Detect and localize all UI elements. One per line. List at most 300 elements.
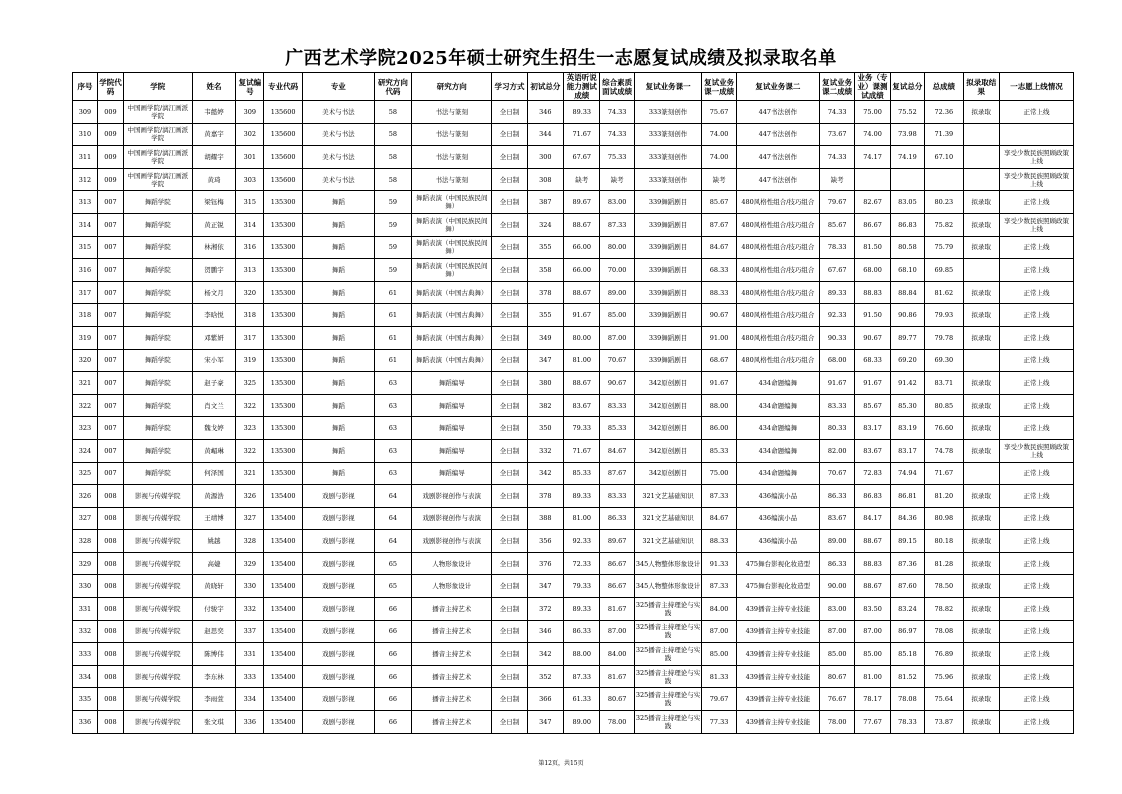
table-cell [925,168,964,191]
table-cell: 83.33 [819,394,854,417]
table-cell: 480风格性组合/技巧组合 [736,326,819,349]
table-cell: 135300 [264,439,303,462]
table-cell: 009 [97,146,123,169]
table-cell: 84.67 [702,507,736,530]
table-cell: 舞蹈 [302,394,374,417]
table-cell: 85.18 [890,643,924,666]
table-cell: 正常上线 [999,462,1073,485]
table-cell: 影视与传媒学院 [123,665,192,688]
table-row [73,394,1074,417]
table-cell: 330 [73,575,98,598]
table-cell: 68.33 [702,259,736,282]
table-cell: 61 [374,326,411,349]
table-cell: 全日制 [492,598,527,621]
table-cell: 007 [97,236,123,259]
column-header: 学院代码 [97,73,123,101]
table-cell: 91.50 [855,304,890,327]
table-cell: 91.00 [702,326,736,349]
table-cell: 333 [236,665,264,688]
table-cell: 拟录取 [963,236,999,259]
table-cell: 播音主持艺术 [412,620,492,643]
table-cell: 何泽国 [192,462,236,485]
table-cell: 336 [236,711,264,734]
table-cell: 333 [73,643,98,666]
table-row [73,439,1074,462]
table-cell: 缺考 [564,168,600,191]
table-cell: 拟录取 [963,326,999,349]
table-cell: 339舞蹈剧目 [634,213,702,236]
table-cell: 舞蹈表演（中国古典舞） [412,326,492,349]
table-cell: 91.67 [855,372,890,395]
table-cell: 拟录取 [963,191,999,214]
table-cell: 83.33 [600,485,634,508]
table-cell: 肖文兰 [192,394,236,417]
table-cell [963,168,999,191]
table-cell: 71.67 [564,123,600,146]
table-cell: 78.00 [819,711,854,734]
page-footer: 第12页，共15页 [538,760,584,767]
table-cell: 韦懿婷 [192,101,236,124]
table-cell: 135400 [264,688,303,711]
table-cell: 66 [374,711,411,734]
table-cell: 全日制 [492,643,527,666]
table-cell: 正常上线 [999,394,1073,417]
table-cell: 322 [236,439,264,462]
table-cell: 434命题编舞 [736,439,819,462]
table-cell: 317 [73,281,98,304]
table-cell: 319 [73,326,98,349]
table-cell: 拟录取 [963,417,999,440]
table-cell: 86.67 [600,552,634,575]
table-cell: 008 [97,530,123,553]
table-cell: 87.60 [890,575,924,598]
table-cell: 79.33 [564,575,600,598]
table-cell: 66 [374,688,411,711]
table-cell: 480风格性组合/技巧组合 [736,259,819,282]
column-header: 姓名 [192,73,236,101]
table-cell: 全日制 [492,665,527,688]
table-cell: 332 [236,598,264,621]
column-header: 专业 [302,73,374,101]
table-cell: 372 [527,598,563,621]
table-cell: 王靖博 [192,507,236,530]
table-cell: 135400 [264,711,303,734]
table-cell: 315 [73,236,98,259]
table-cell: 007 [97,417,123,440]
table-cell: 87.33 [702,575,736,598]
table-cell: 346 [527,101,563,124]
table-cell: 008 [97,485,123,508]
table-cell: 89.00 [600,281,634,304]
table-cell: 68.67 [702,349,736,372]
table-cell: 拟录取 [963,643,999,666]
table-cell: 黄琦 [192,168,236,191]
table-cell: 347 [527,711,563,734]
table-cell: 83.33 [600,394,634,417]
table-cell: 330 [236,575,264,598]
table-cell: 75.00 [702,462,736,485]
table-cell: 全日制 [492,711,527,734]
table-cell: 全日制 [492,304,527,327]
table-cell: 舞蹈 [302,236,374,259]
table-cell: 63 [374,394,411,417]
table-cell: 全日制 [492,530,527,553]
table-cell: 80.00 [564,326,600,349]
table-cell: 舞蹈 [302,326,374,349]
table-cell: 310 [73,123,98,146]
column-header: 学习方式 [492,73,527,101]
table-cell: 正常上线 [999,575,1073,598]
table-cell: 91.67 [819,372,854,395]
table-cell: 339舞蹈剧目 [634,304,702,327]
table-cell: 59 [374,191,411,214]
table-cell: 75.00 [855,101,890,124]
table-cell: 325播音主持理论与实践 [634,711,702,734]
table-cell: 舞蹈 [302,191,374,214]
table-cell: 陈博伟 [192,643,236,666]
table-cell: 84.36 [890,507,924,530]
table-cell: 78.33 [890,711,924,734]
table-cell: 88.67 [564,213,600,236]
table-cell: 316 [73,259,98,282]
table-cell: 63 [374,439,411,462]
table-cell: 舞蹈 [302,349,374,372]
table-cell: 81.20 [925,485,964,508]
table-cell: 342原创剧目 [634,462,702,485]
table-cell: 300 [527,146,563,169]
table-cell: 舞蹈 [302,304,374,327]
table-row [73,349,1074,372]
table-body [73,101,1074,734]
table-cell: 全日制 [492,101,527,124]
table-row [73,462,1074,485]
table-cell: 87.33 [600,213,634,236]
table-row [73,530,1074,553]
table-cell: 舞蹈表演（中国民族民间舞） [412,259,492,282]
table-row [73,146,1074,169]
table-cell: 323 [236,417,264,440]
table-cell: 328 [236,530,264,553]
table-cell: 87.00 [819,620,854,643]
table-cell: 戏剧与影视 [302,598,374,621]
table-cell: 71.39 [925,123,964,146]
table-cell: 74.33 [819,101,854,124]
table-cell: 全日制 [492,417,527,440]
table-cell: 320 [73,349,98,372]
table-cell: 323 [73,417,98,440]
table-cell: 73.98 [890,123,924,146]
table-cell: 享受少数民族照顾政策上线 [999,168,1073,191]
table-cell: 339舞蹈剧目 [634,191,702,214]
table-cell: 007 [97,462,123,485]
table-cell: 83.00 [600,191,634,214]
table-cell: 86.81 [890,485,924,508]
table-cell: 135300 [264,349,303,372]
table-cell: 人物形象设计 [412,575,492,598]
table-cell: 63 [374,372,411,395]
table-cell: 342原创剧目 [634,372,702,395]
table-cell: 全日制 [492,485,527,508]
table-cell: 447书法创作 [736,168,819,191]
table-cell: 75.96 [925,665,964,688]
table-cell: 90.86 [890,304,924,327]
column-header: 初试总分 [527,73,563,101]
table-cell: 378 [527,485,563,508]
table-cell: 85.33 [600,417,634,440]
table-header-row [73,73,1074,101]
table-cell: 69.20 [890,349,924,372]
table-cell: 拟录取 [963,439,999,462]
table-cell: 全日制 [492,552,527,575]
table-cell: 正常上线 [999,191,1073,214]
table-cell: 张文琪 [192,711,236,734]
table-cell: 008 [97,507,123,530]
table-cell: 347 [527,575,563,598]
table-cell: 83.17 [890,439,924,462]
table-cell: 318 [73,304,98,327]
table-cell: 135300 [264,213,303,236]
table-cell: 影视与传媒学院 [123,552,192,575]
table-cell: 342原创剧目 [634,417,702,440]
table-cell: 81.67 [600,598,634,621]
table-cell: 382 [527,394,563,417]
table-cell: 352 [527,665,563,688]
table-cell: 拟录取 [963,552,999,575]
table-cell: 434命题编舞 [736,417,819,440]
table-cell: 舞蹈 [302,281,374,304]
table-cell: 89.67 [600,530,634,553]
table-cell: 85.33 [702,439,736,462]
table-row [73,101,1074,124]
table-cell: 81.67 [600,665,634,688]
table-cell: 赵子豪 [192,372,236,395]
table-row [73,643,1074,666]
table-cell: 影视与传媒学院 [123,620,192,643]
table-cell: 戏剧与影视 [302,552,374,575]
table-cell: 舞蹈表演（中国古典舞） [412,304,492,327]
table-cell: 89.67 [564,191,600,214]
table-cell [963,349,999,372]
table-cell: 78.82 [925,598,964,621]
table-cell: 拟录取 [963,665,999,688]
table-cell: 009 [97,123,123,146]
table-cell: 58 [374,101,411,124]
table-cell: 135300 [264,304,303,327]
table-cell: 舞蹈学院 [123,417,192,440]
table-cell: 78.08 [925,620,964,643]
table-cell: 85.67 [819,213,854,236]
table-cell: 436编演小品 [736,530,819,553]
table-cell [963,462,999,485]
table-cell: 439播音主持专业技能 [736,643,819,666]
table-cell: 70.00 [600,259,634,282]
table-cell: 66 [374,598,411,621]
table-cell: 321 [73,372,98,395]
table-cell: 书法与篆刻 [412,101,492,124]
table-cell: 正常上线 [999,326,1073,349]
table-cell: 舞蹈 [302,439,374,462]
table-cell: 梁钰梅 [192,191,236,214]
table-cell: 正常上线 [999,259,1073,282]
table-cell: 黄嘉宇 [192,123,236,146]
table-cell: 舞蹈学院 [123,259,192,282]
column-header: 研究方向代码 [374,73,411,101]
table-cell: 86.67 [600,575,634,598]
table-row [73,620,1074,643]
table-cell: 321文艺基础知识 [634,530,702,553]
column-header: 复试业务课二 [736,73,819,101]
table-cell: 74.19 [890,146,924,169]
table-cell: 88.33 [702,530,736,553]
table-cell: 舞蹈编导 [412,372,492,395]
table-cell: 76.60 [925,417,964,440]
table-cell: 影视与传媒学院 [123,507,192,530]
table-cell: 全日制 [492,439,527,462]
table-cell: 72.33 [564,552,600,575]
table-cell: 68.00 [819,349,854,372]
table-cell: 008 [97,552,123,575]
table-cell: 舞蹈 [302,259,374,282]
table-cell: 321文艺基础知识 [634,485,702,508]
table-row [73,191,1074,214]
table-cell [855,168,890,191]
table-cell: 345人物整体形象设计 [634,552,702,575]
table-cell: 78.00 [600,711,634,734]
table-cell: 88.67 [564,372,600,395]
table-cell: 71.67 [925,462,964,485]
table-cell: 88.33 [702,281,736,304]
table-cell: 舞蹈学院 [123,439,192,462]
table-cell: 85.00 [600,304,634,327]
table-cell: 影视与传媒学院 [123,711,192,734]
table-cell: 舞蹈编导 [412,394,492,417]
table-cell: 68.33 [855,349,890,372]
table-cell: 全日制 [492,191,527,214]
table-cell: 拟录取 [963,530,999,553]
table-cell: 74.00 [702,123,736,146]
table-cell: 308 [527,168,563,191]
table-cell: 李雨萱 [192,688,236,711]
table-cell: 007 [97,259,123,282]
table-cell: 331 [73,598,98,621]
column-header: 复试业务课一 [634,73,702,101]
table-cell: 80.23 [925,191,964,214]
table-cell: 436编演小品 [736,507,819,530]
table-cell: 拟录取 [963,688,999,711]
table-cell: 拟录取 [963,101,999,124]
table-cell: 播音主持艺术 [412,711,492,734]
table-cell: 333篆刻创作 [634,123,702,146]
table-cell: 349 [527,326,563,349]
table-row [73,575,1074,598]
table-cell: 戏剧影视创作与表演 [412,530,492,553]
table-cell: 80.67 [600,688,634,711]
table-cell: 78.33 [819,236,854,259]
table-cell: 戏剧与影视 [302,530,374,553]
table-cell: 66 [374,620,411,643]
table-cell: 播音主持艺术 [412,643,492,666]
table-cell: 007 [97,304,123,327]
table-row [73,417,1074,440]
table-cell: 人物形象设计 [412,552,492,575]
table-cell: 戏剧影视创作与表演 [412,485,492,508]
table-cell: 中国画学院/漓江画派学院 [123,123,192,146]
table-cell: 447书法创作 [736,101,819,124]
table-cell: 89.33 [564,485,600,508]
table-cell: 贺鹏宇 [192,259,236,282]
table-cell: 480风格性组合/技巧组合 [736,191,819,214]
table-cell: 舞蹈 [302,213,374,236]
table-cell: 342原创剧目 [634,394,702,417]
table-cell: 81.00 [564,507,600,530]
table-cell: 327 [236,507,264,530]
table-cell: 正常上线 [999,281,1073,304]
table-cell: 009 [97,168,123,191]
column-header: 总成绩 [925,73,964,101]
table-cell: 87.00 [600,620,634,643]
table-cell: 付骏宇 [192,598,236,621]
table-cell: 87.00 [855,620,890,643]
table-cell: 366 [527,688,563,711]
table-cell: 321 [236,462,264,485]
table-cell: 135300 [264,191,303,214]
table-cell: 75.64 [925,688,964,711]
table-cell: 戏剧与影视 [302,575,374,598]
table-cell: 82.00 [819,439,854,462]
table-cell: 58 [374,168,411,191]
table-cell: 339舞蹈剧目 [634,349,702,372]
table-cell: 83.71 [925,372,964,395]
table-cell: 正常上线 [999,349,1073,372]
table-row [73,598,1074,621]
table-cell: 74.00 [855,123,890,146]
table-cell: 325播音主持理论与实践 [634,643,702,666]
table-cell: 439播音主持专业技能 [736,665,819,688]
table-cell: 正常上线 [999,711,1073,734]
table-cell: 358 [527,259,563,282]
table-cell: 447书法创作 [736,123,819,146]
table-cell: 008 [97,598,123,621]
table-cell: 58 [374,123,411,146]
table-cell: 135300 [264,417,303,440]
column-header: 一志愿上线情况 [999,73,1073,101]
table-cell: 92.33 [564,530,600,553]
table-cell: 全日制 [492,394,527,417]
table-cell [963,146,999,169]
table-cell: 135300 [264,236,303,259]
table-cell: 480风格性组合/技巧组合 [736,304,819,327]
table-cell: 135400 [264,507,303,530]
table-cell: 75.33 [600,146,634,169]
table-cell: 135600 [264,101,303,124]
table-cell: 90.67 [600,372,634,395]
table-cell: 黄源浩 [192,485,236,508]
table-cell: 拟录取 [963,711,999,734]
table-cell: 戏剧与影视 [302,688,374,711]
table-cell: 387 [527,191,563,214]
table-cell: 88.83 [855,552,890,575]
table-cell: 影视与传媒学院 [123,530,192,553]
table-cell: 享受少数民族照顾政策上线 [999,439,1073,462]
table-cell: 480风格性组合/技巧组合 [736,236,819,259]
table-cell: 326 [236,485,264,508]
table-cell: 331 [236,643,264,666]
table-cell: 439播音主持专业技能 [736,688,819,711]
table-cell: 90.00 [819,575,854,598]
table-cell: 87.67 [600,462,634,485]
table-cell: 胡耀宇 [192,146,236,169]
table-cell: 007 [97,349,123,372]
